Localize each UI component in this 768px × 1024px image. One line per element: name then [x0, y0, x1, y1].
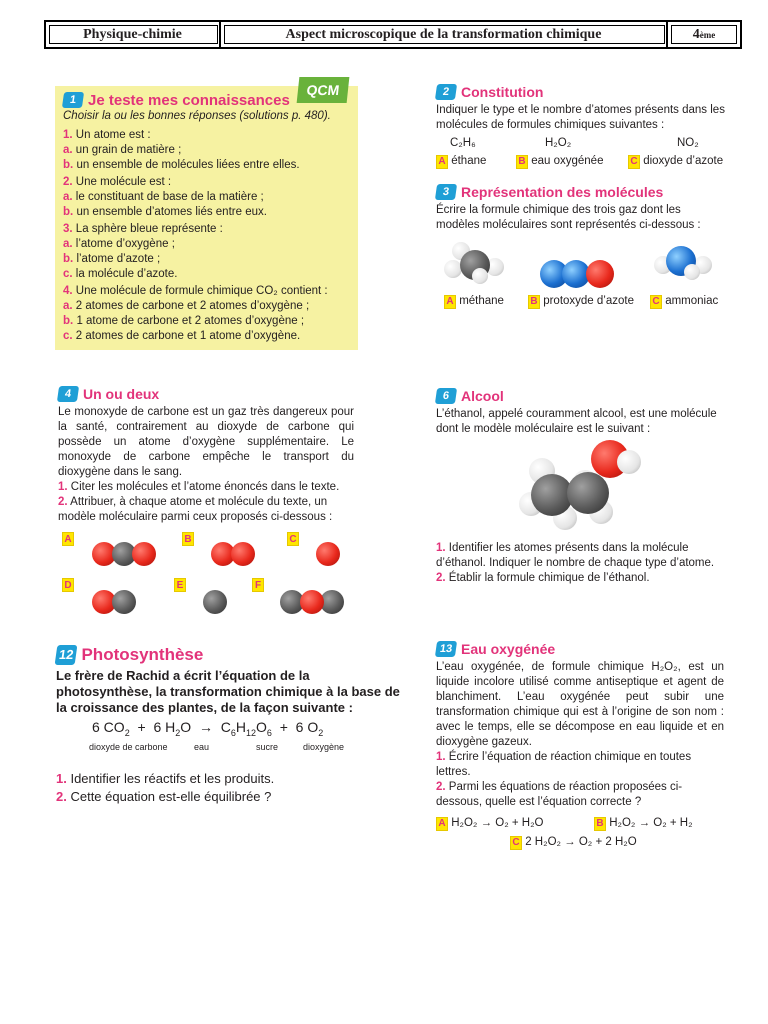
o-atom	[300, 590, 324, 614]
q-num: 2.	[436, 572, 446, 584]
exercise-1-qcm	[55, 81, 358, 350]
choice-b	[594, 816, 693, 831]
model-label-e: E	[174, 578, 186, 592]
formula-row	[436, 136, 726, 151]
exercise-6-q2	[436, 571, 726, 586]
q-num: 1.	[436, 751, 446, 763]
exercise-6	[436, 388, 726, 437]
choice-c	[436, 835, 724, 850]
ammonia-model	[654, 246, 712, 280]
question-4	[63, 284, 350, 344]
answer-letter: b.	[63, 253, 74, 265]
title-cell: Aspect microscopique de la transformation chimique	[221, 22, 668, 47]
h-atom	[472, 268, 488, 284]
exercise-6-text: L’éthanol, appelé couramment alcool, est une molécule dont le modèle moléculaire est le suivant :	[436, 408, 717, 435]
eq-plus: +	[137, 719, 146, 735]
q-num: 1.	[436, 542, 446, 554]
eq-arrow: →	[198, 719, 213, 735]
answer-text: un grain de matière ;	[75, 144, 182, 156]
eq-sub: 12	[245, 727, 256, 738]
exercise-3-title-text: Représentation des molécules	[461, 183, 664, 200]
exercise-13-q2	[436, 780, 724, 810]
eq-term: H	[235, 719, 246, 735]
eq-label: sucre	[256, 741, 279, 752]
badge-a: A	[444, 295, 456, 309]
exercise-4-text: Le monoxyde de carbone est un gaz très dangereux pour la santé, contrairement au dioxyde de carbone qui possède un atome d’oxygène supplémentaire. Le monoxyde de carbone empêche le transport du dioxygène dans le sang.	[58, 406, 354, 478]
eq-term: O	[256, 719, 267, 735]
q-num: 1.	[58, 481, 68, 493]
equation-labels	[56, 739, 406, 753]
q-text: Établir la formule chimique de l’éthanol.	[448, 572, 650, 584]
badge-b: B	[528, 295, 540, 309]
name-b	[516, 154, 628, 169]
exercise-1-subtitle: Choisir la ou les bonnes réponses (solutions p. 480).	[63, 110, 331, 122]
answer-letter: b.	[63, 206, 74, 218]
exercise-2-title	[436, 84, 726, 100]
q-num: 3.	[63, 223, 73, 235]
badge-a: A	[436, 155, 448, 169]
choice-a-text: H₂O₂ → O₂ + H₂O	[451, 817, 544, 829]
exercise-13-q1	[436, 750, 724, 780]
answer-letter: c.	[63, 268, 73, 280]
h-atom	[684, 264, 700, 280]
answer-letter: b.	[63, 315, 74, 327]
exercise-1-number: 1	[62, 92, 84, 108]
q-num: 1.	[63, 129, 73, 141]
question-2	[63, 175, 350, 220]
o-atom	[586, 260, 614, 288]
photosynthesis-equation	[56, 719, 406, 741]
answer-text: un ensemble d’atomes liés entre eux.	[76, 206, 267, 218]
exercise-13-number: 13	[435, 641, 457, 657]
eq-term: 6 H	[153, 719, 176, 735]
exercise-12-q1	[56, 771, 406, 787]
equation-choices-row1	[436, 816, 724, 831]
q-text: Identifier les atomes présents dans la molécule d’éthanol. Indiquer le nombre de chaque type d’atome.	[436, 542, 715, 569]
model-a	[92, 542, 162, 568]
q-num: 1.	[56, 770, 67, 786]
q-num: 2.	[436, 781, 446, 793]
o-atom	[231, 542, 255, 566]
exercise-13-title-text: Eau oxygénée	[461, 640, 556, 657]
exercise-1-title-text: Je teste mes connaissances	[88, 91, 290, 109]
ethanol-model	[513, 436, 643, 532]
q-text: Citer les molécules et l’atome énoncés dans le texte.	[70, 481, 340, 493]
answer-text: 2 atomes de carbone et 2 atomes d’oxygène ;	[75, 300, 310, 312]
exercise-6-number: 6	[435, 388, 457, 404]
exercise-4-q1	[58, 480, 354, 495]
model-b	[211, 542, 261, 568]
q-text: Une molécule est :	[75, 176, 172, 188]
model-label-b: B	[182, 532, 194, 546]
level-text: 4	[692, 26, 700, 42]
q-text: La sphère bleue représente :	[75, 223, 223, 235]
exercise-3-text: Écrire la formule chimique des trois gaz dont les modèles moléculaires sont représentés ci-dessous :	[436, 204, 701, 231]
formula-a: C₂H₆	[450, 137, 476, 149]
exercise-12	[56, 645, 406, 805]
nitrous-oxide-model	[540, 260, 616, 290]
exercise-6-title	[436, 388, 726, 404]
exercise-2-title-text: Constitution	[461, 83, 544, 100]
name-b-text: eau oxygénée	[531, 155, 604, 167]
badge-c: C	[628, 155, 640, 169]
question-3	[63, 222, 350, 282]
exercise-12-q2	[56, 789, 406, 805]
qcm-tag: QCM	[297, 77, 350, 103]
eq-label: dioxygène	[303, 741, 345, 752]
q-text: Cette équation est-elle équilibrée ?	[70, 788, 272, 804]
badge-c: C	[650, 295, 662, 309]
page-header	[44, 20, 742, 49]
answer-letter: a.	[63, 300, 73, 312]
label-c	[650, 294, 718, 309]
q-text: Identifier les réactifs et les produits.	[70, 770, 275, 786]
model-d	[92, 590, 142, 616]
eq-sub: 6	[266, 727, 272, 738]
methane-model	[444, 242, 506, 284]
answer-text: 1 atome de carbone et 2 atomes d’oxygène ;	[76, 315, 305, 327]
q-text: Un atome est :	[75, 129, 151, 141]
exercise-13-text: L’eau oxygénée, de formule chimique H₂O₂, est un liquide incolore utilisé comme antiseptique et agent de blanchiment. L’eau oxygénée peut subir une transformation chimique qui est à l’origine de son nom : avec le temps, elle se décompose en eau liquide et en dioxygène gazeux.	[436, 661, 724, 748]
eq-term: 6 O	[295, 719, 319, 735]
exercise-12-text: Le frère de Rachid a écrit l’équation de la photosynthèse, la transformation chimique à la base de la croissance des plantes, de la façon suivante :	[56, 668, 400, 715]
exercise-13-title	[436, 641, 724, 657]
label-c-text: ammoniac	[665, 295, 719, 307]
answer-letter: b.	[63, 159, 74, 171]
exercise-4-title	[58, 386, 354, 402]
exercise-3-title	[436, 184, 726, 200]
eq-term: 6 CO	[92, 719, 125, 735]
eq-label: dioxyde de carbone	[89, 741, 168, 752]
label-b	[528, 294, 650, 309]
answer-text: l’atome d’azote ;	[76, 253, 161, 265]
exercise-4	[58, 386, 354, 525]
model-label-a: A	[62, 532, 74, 546]
name-row	[436, 154, 726, 169]
o-atom	[316, 542, 340, 566]
exercise-6-questions	[436, 541, 726, 586]
badge-b: B	[516, 155, 528, 169]
q-text: Écrire l’équation de réaction chimique en toutes lettres.	[436, 751, 692, 778]
exercise-4-title-text: Un ou deux	[83, 385, 160, 402]
label-a-text: méthane	[459, 295, 504, 307]
q-text: Parmi les équations de réaction proposées ci-dessous, quelle est l’équation correcte ?	[436, 781, 683, 808]
question-1	[63, 128, 350, 173]
model-label-c: C	[287, 532, 299, 546]
answer-text: l’atome d’oxygène ;	[75, 238, 175, 250]
exercise-6-title-text: Alcool	[461, 387, 504, 404]
label-a	[444, 294, 528, 309]
o-atom	[132, 542, 156, 566]
level-cell	[668, 22, 740, 47]
badge-b: B	[594, 817, 606, 831]
q-num: 2.	[58, 496, 68, 508]
exercise-3	[436, 184, 726, 233]
q-text: Attribuer, à chaque atome et molécule du texte, un modèle moléculaire parmi ceux proposés ci-dessous :	[58, 496, 333, 523]
exercise-3-number: 3	[435, 184, 457, 200]
name-c	[628, 154, 723, 169]
answer-text: le constituant de base de la matière ;	[75, 191, 264, 203]
q-num: 2.	[63, 176, 73, 188]
exercise-4-q2	[58, 495, 354, 525]
c-atom	[112, 590, 136, 614]
q-num: 4.	[63, 285, 73, 297]
name-a-text: éthane	[451, 155, 487, 167]
exercise-12-title	[56, 645, 406, 665]
h-atom	[617, 450, 641, 474]
answer-text: 2 atomes de carbone et 1 atome d’oxygène.	[75, 330, 301, 342]
model-f	[280, 590, 350, 616]
exercise-4-number: 4	[57, 386, 79, 402]
formula-c: NO₂	[677, 137, 699, 149]
exercise-2-number: 2	[435, 84, 457, 100]
answer-letter: a.	[63, 144, 73, 156]
eq-term: O	[180, 719, 192, 735]
q-text: Une molécule de formule chimique CO₂ contient :	[75, 285, 328, 297]
model-label-d: D	[62, 578, 74, 592]
choice-a	[436, 816, 594, 831]
level-sup: ème	[699, 29, 716, 40]
answer-letter: c.	[63, 330, 73, 342]
q-num: 2.	[56, 788, 67, 804]
label-b-text: protoxyde d’azote	[543, 295, 634, 307]
eq-sub: 2	[124, 727, 130, 738]
exercise-2-text: Indiquer le type et le nombre d’atomes présents dans les molécules de formules chimiques suivantes :	[436, 104, 725, 131]
exercise-12-number: 12	[55, 645, 78, 665]
choice-b-text: H₂O₂ → O₂ + H₂	[609, 817, 693, 829]
name-a	[436, 154, 516, 169]
eq-term: C	[220, 719, 231, 735]
model-e	[203, 590, 229, 616]
exercise-12-title-text: Photosynthèse	[81, 645, 204, 664]
choice-c-text: 2 H₂O₂ → O₂ + 2 H₂O	[525, 836, 637, 848]
eq-sub: 2	[318, 727, 324, 738]
c-atom	[203, 590, 227, 614]
eq-sub: 2	[175, 727, 181, 738]
answer-letter: a.	[63, 191, 73, 203]
eq-label: eau	[194, 741, 210, 752]
subject-cell: Physique-chimie	[46, 22, 221, 47]
badge-a: A	[436, 817, 448, 831]
c-atom	[567, 472, 609, 514]
model-c	[316, 542, 342, 568]
exercise-2	[436, 84, 726, 169]
answer-text: un ensemble de molécules liées entre elles.	[76, 159, 300, 171]
name-c-text: dioxyde d’azote	[643, 155, 724, 167]
eq-plus: +	[279, 719, 288, 735]
eq-sub: 6	[230, 727, 236, 738]
exercise-3-labels	[444, 294, 734, 309]
answer-text: la molécule d’azote.	[75, 268, 178, 280]
exercise-6-q1	[436, 541, 726, 571]
badge-c: C	[510, 836, 522, 850]
formula-b: H₂O₂	[545, 137, 572, 149]
exercise-13	[436, 641, 724, 850]
answer-letter: a.	[63, 238, 73, 250]
model-label-f: F	[252, 578, 264, 592]
